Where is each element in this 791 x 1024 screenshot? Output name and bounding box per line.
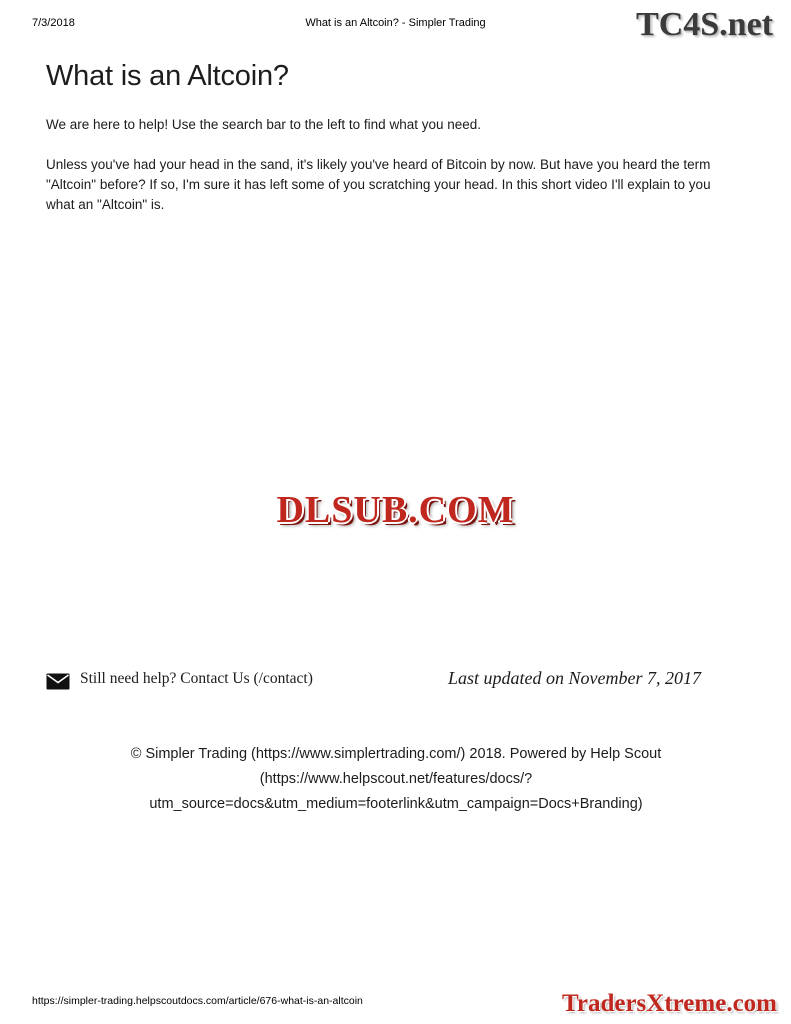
page-title: What is an Altcoin? <box>46 60 289 92</box>
watermark-bottom-right: TradersXtreme.com <box>562 990 777 1017</box>
print-date: 7/3/2018 <box>32 17 75 29</box>
contact-us-link[interactable]: Still need help? Contact Us (/contact) <box>80 670 313 687</box>
footer-help-row <box>46 670 746 702</box>
article-body-paragraph: Unless you've had your head in the sand, it's likely you've heard of Bitcoin by now. But have you heard the term "Altcoin" before? If so, I'm sure it has left some of you scratching your head. In this short video I'll explain to you what an "Altcoin" is. <box>46 157 711 212</box>
article-content <box>46 60 746 231</box>
watermark-center: DLSUB.COM <box>276 489 515 531</box>
last-updated-text: Last updated on November 7, 2017 <box>448 668 701 688</box>
watermark-top-right: TC4S.net <box>636 6 773 43</box>
print-page-title: What is an Altcoin? - Simpler Trading <box>305 17 486 29</box>
copyright-text: © Simpler Trading (https://www.simplertrading.com/) 2018. Powered by Help Scout (https://www.helpscout.net/features/docs/?utm_source=docs&utm_medium=footerlink&utm_campaign=Docs+Branding) <box>130 746 662 812</box>
article-lead-paragraph: We are here to help! Use the search bar to the left to find what you need. <box>46 117 482 132</box>
envelope-icon <box>46 673 70 690</box>
print-source-url: https://simpler-trading.helpscoutdocs.com/article/676-what-is-an-altcoin <box>32 995 363 1007</box>
